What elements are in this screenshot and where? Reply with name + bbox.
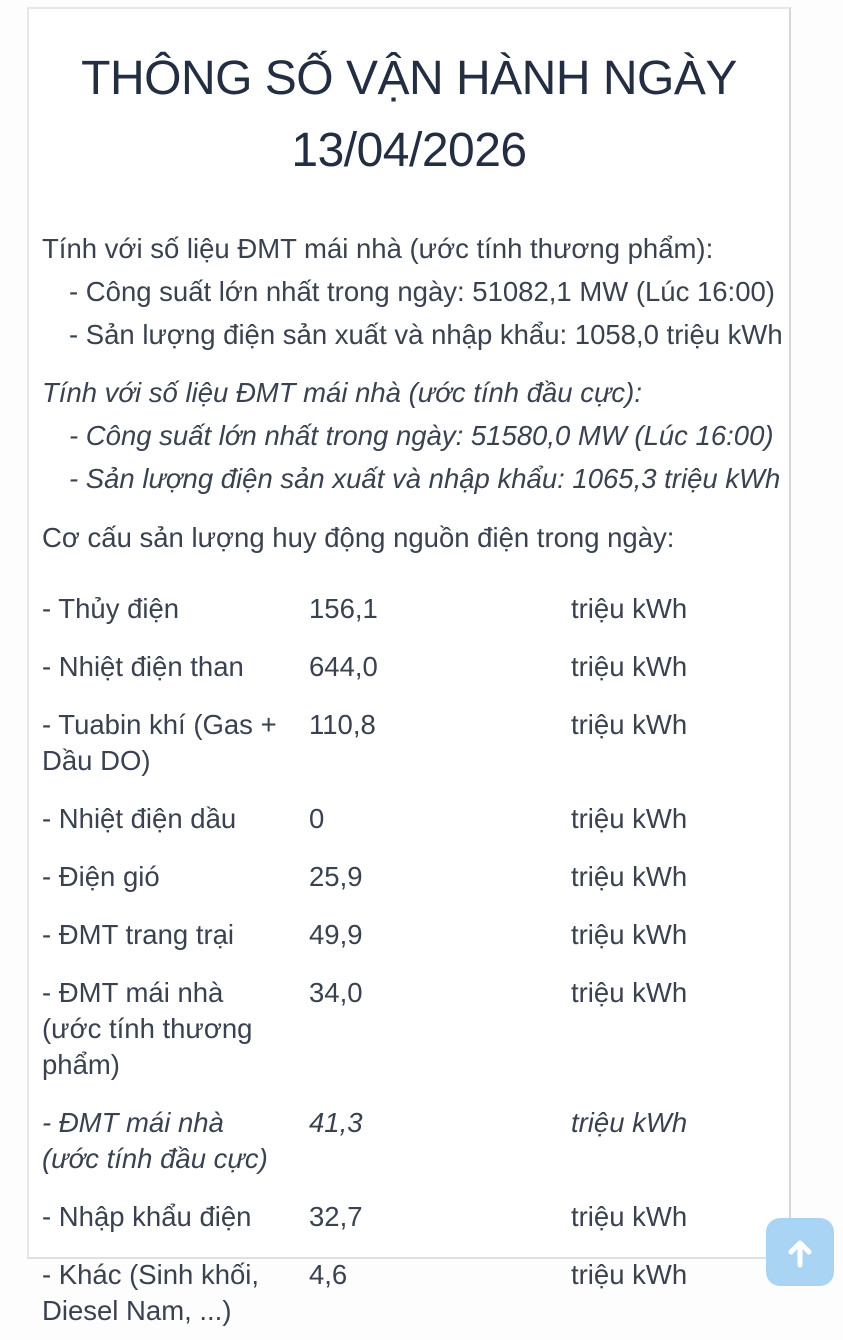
table-heading: Cơ cấu sản lượng huy động nguồn điện trong ngày: <box>42 522 675 553</box>
intro-terminal-max-power: - Công suất lớn nhất trong ngày: 51580,0 MW (Lúc 16:00) <box>69 420 774 451</box>
page-title-date: 13/04/2026 <box>291 124 527 177</box>
row-unit: triệu kWh <box>571 919 688 950</box>
table-row <box>29 1188 789 1246</box>
arrow-up-icon <box>783 1234 817 1270</box>
row-unit: triệu kWh <box>571 1259 688 1290</box>
row-value: 41,3 <box>309 1107 363 1138</box>
row-label: - Khác (Sinh khối, Diesel Nam, ...) <box>42 1259 260 1326</box>
report-card <box>27 7 791 1326</box>
row-label: - Nhiệt điện than <box>42 651 244 682</box>
intro-terminal-heading: Tính với số liệu ĐMT mái nhà (ước tính đầu cực): <box>42 377 642 408</box>
row-label: - ĐMT mái nhà (ước tính thương phẩm) <box>42 977 253 1080</box>
row-label: - Nhiệt điện dầu <box>42 803 237 834</box>
table-row <box>29 790 789 848</box>
row-label: - Điện gió <box>42 861 160 892</box>
row-value: 34,0 <box>309 977 363 1008</box>
table-row <box>29 638 789 696</box>
intro-commercial-production: - Sản lượng điện sản xuất và nhập khẩu: 1058,0 triệu kWh <box>69 319 783 350</box>
row-unit: triệu kWh <box>571 593 688 624</box>
intro-terminal-block <box>29 371 789 500</box>
row-value: 156,1 <box>309 593 378 624</box>
row-value: 49,9 <box>309 919 363 950</box>
intro-commercial-max-power: - Công suất lớn nhất trong ngày: 51082,1 MW (Lúc 16:00) <box>69 276 775 307</box>
page-title-line1: THÔNG SỐ VẬN HÀNH NGÀY <box>81 52 737 105</box>
scroll-to-top-button[interactable] <box>766 1218 834 1286</box>
table-row <box>29 906 789 964</box>
table-row <box>29 964 789 1094</box>
row-label: - ĐMT mái nhà (ước tính đầu cực) <box>42 1107 268 1174</box>
row-value: 25,9 <box>309 861 363 892</box>
page-title <box>29 43 789 187</box>
row-unit: triệu kWh <box>571 1107 688 1138</box>
intro-section <box>29 227 789 500</box>
row-value: 0 <box>309 803 325 834</box>
row-label: - Nhập khẩu điện <box>42 1201 252 1232</box>
row-unit: triệu kWh <box>571 651 688 682</box>
row-unit: triệu kWh <box>571 709 688 740</box>
table-row <box>29 848 789 906</box>
row-value: 32,7 <box>309 1201 363 1232</box>
row-unit: triệu kWh <box>571 861 688 892</box>
intro-terminal-production: - Sản lượng điện sản xuất và nhập khẩu: 1065,3 triệu kWh <box>69 463 781 494</box>
row-label: - Thủy điện <box>42 593 180 624</box>
generation-table <box>29 580 789 1340</box>
row-value: 4,6 <box>309 1259 348 1290</box>
row-unit: triệu kWh <box>571 977 688 1008</box>
intro-commercial-heading: Tính với số liệu ĐMT mái nhà (ước tính thương phẩm): <box>42 233 714 264</box>
row-label: - Tuabin khí (Gas + Dầu DO) <box>42 709 277 776</box>
table-row <box>29 580 789 638</box>
table-row <box>29 1246 789 1340</box>
intro-commercial-block <box>29 227 789 356</box>
row-label: - ĐMT trang trại <box>42 919 235 950</box>
row-unit: triệu kWh <box>571 1201 688 1232</box>
row-value: 110,8 <box>309 709 376 740</box>
row-unit: triệu kWh <box>571 803 688 834</box>
table-row <box>29 1094 789 1188</box>
row-value: 644,0 <box>309 651 378 682</box>
table-row <box>29 696 789 790</box>
